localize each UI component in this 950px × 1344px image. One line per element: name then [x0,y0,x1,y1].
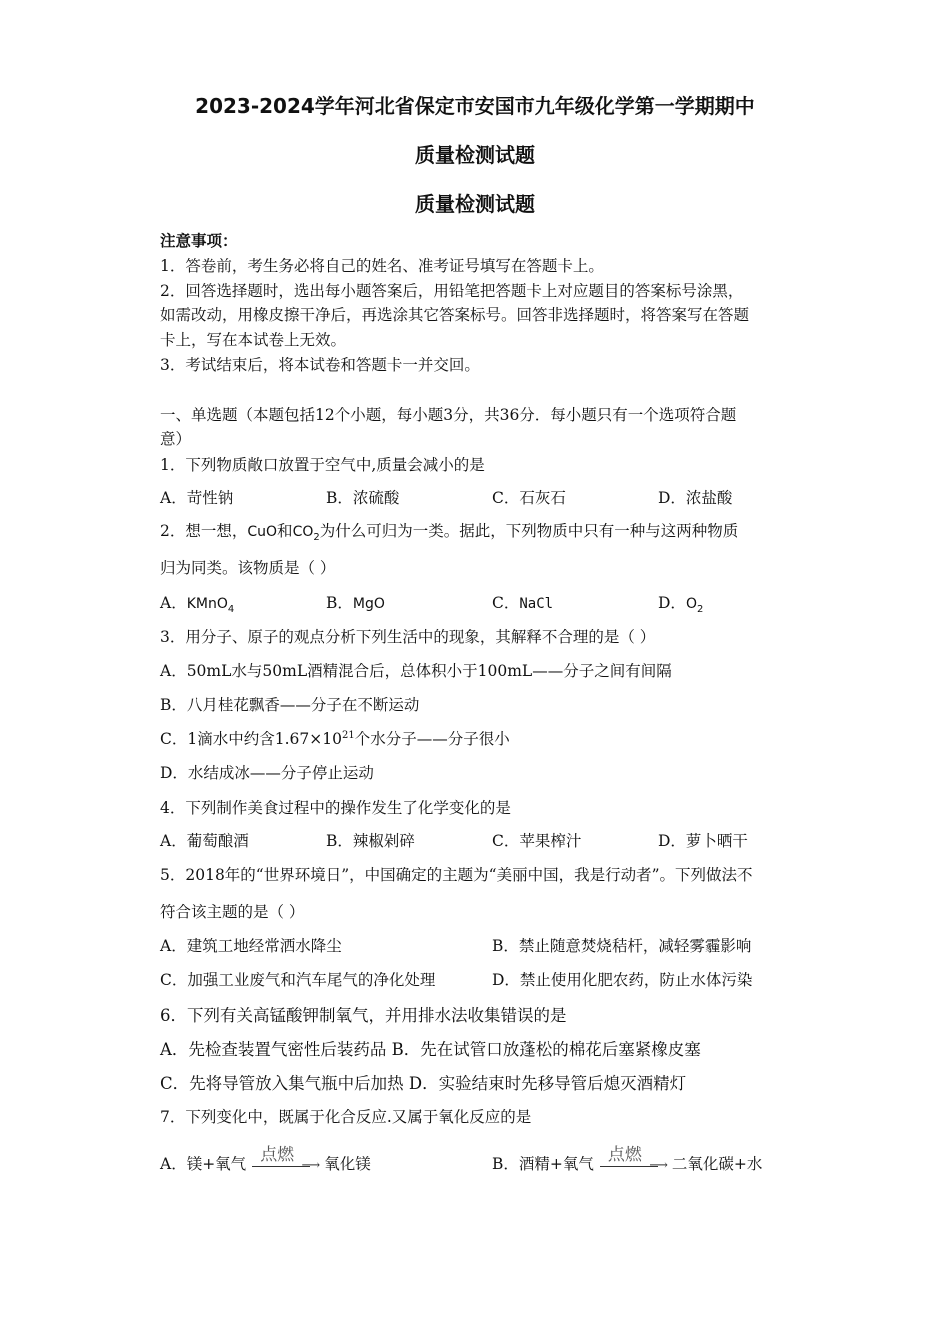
q1-option-c: C．石灰石 [492,489,566,507]
q2-co2: $CO_2$ [292,524,320,543]
q3-option-c: C．1滴水中约含$1.67\times 10^{21}$个水分子——分子很小 [160,729,510,748]
notice-item-2b: 如需改动，用橡皮擦干净后，再选涂其它答案标号。回答非选择题时，将答案写在答题 [160,306,750,324]
notice-heading: 注意事项： [160,231,238,250]
q2-and: 和 [277,522,293,540]
q2-stem [160,519,738,543]
section-heading-cont: 意） [160,430,192,448]
q6-stem: 6．下列有关高锰酸钾制氧气，并用排水法收集错误的是 [160,1006,567,1025]
q3-option-a: A．50mL水与50mL酒精混合后，总体积小于100mL——分子之间有间隔 [160,662,672,680]
q1-stem: 1．下列物质敞口放置于空气中,质量会减小的是 [160,456,485,474]
q3-option-d: D．水结成冰——分子停止运动 [160,764,374,782]
q5-option-d: D．禁止使用化肥农药，防止水体污染 [492,971,753,989]
q2-option-a: A．KMnO$_4$ [160,594,235,615]
notice-item-2c: 卡上，写在本试卷上无效。 [160,331,347,349]
exam-title-line2: 质量检测试题 [415,143,535,167]
q6-options-cd: C．先将导管放入集气瓶中后加热 D．实验结束时先移导管后熄灭酒精灯 [160,1074,687,1093]
q1-option-b: B．浓硫酸 [326,489,400,507]
q3-option-b: B．八月桂花飘香——分子在不断运动 [160,696,420,714]
reaction-arrow-icon: 点燃 ⟶ [598,1156,668,1174]
q4-option-c: C．苹果榨汁 [492,832,582,850]
q6-options-ab: A．先检查装置气密性后装药品 B．先在试管口放蓬松的棉花后塞紧橡皮塞 [160,1040,701,1059]
q2-stem-b: 为什么可归为一类。据此，下列物质中只有一种与这两种物质 [319,522,739,540]
q3-stem: 3．用分子、原子的观点分析下列生活中的现象，其解释不合理的是（ ） [160,628,656,646]
q7-stem: 7．下列变化中，既属于化合反应.又属于氧化反应的是 [160,1108,532,1126]
q4-option-b: B．辣椒剁碎 [326,832,415,850]
q2-option-c: C．NaCl [492,594,554,612]
q7-option-a: A．镁+氧气 点燃 ⟶ 氧化镁 [160,1145,371,1173]
exam-title-line1: 2023-2024学年河北省保定市安国市九年级化学第一学期期中 [195,94,755,118]
notice-item-1: 1．答卷前，考生务必将自己的姓名、准考证号填写在答题卡上。 [160,257,604,275]
q5-option-c: C．加强工业废气和汽车尾气的净化处理 [160,971,436,989]
q2-cuo: CuO [247,524,278,540]
q2-stem-cont: 归为同类。该物质是（ ） [160,559,336,577]
q4-option-d: D．萝卜晒干 [658,832,748,850]
q5-stem-cont: 符合该主题的是（ ） [160,903,305,921]
reaction-arrow-icon: 点燃 ⟶ [250,1156,320,1174]
notice-item-2a: 2．回答选择题时，选出每小题答案后，用铅笔把答题卡上对应题目的答案标号涂黑， [160,282,744,300]
q2-option-b: B．MgO [326,594,385,612]
q7-option-b: B．酒精+氧气 点燃 ⟶ 二氧化碳+水 [492,1145,763,1173]
q4-stem: 4．下列制作美食过程中的操作发生了化学变化的是 [160,799,511,817]
notice-item-3: 3．考试结束后，将本试卷和答题卡一并交回。 [160,356,480,374]
q5-option-b: B．禁止随意焚烧秸杆，减轻雾霾影响 [492,937,752,955]
q5-option-a: A．建筑工地经常洒水降尘 [160,937,342,955]
section-heading: 一、单选题（本题包括12个小题，每小题3分，共36分．每小题只有一个选项符合题 [160,406,737,424]
q2-option-d: D．$O_2$ [658,594,704,615]
exam-title-line3: 质量检测试题 [415,192,535,216]
q2-stem-a: 2．想一想， [160,522,248,540]
q5-stem: 5．2018年的“世界环境日”，中国确定的主题为“美丽中国，我是行动者”。下列做法不 [160,866,753,884]
q1-option-a: A．苛性钠 [160,489,234,507]
q1-option-d: D．浓盐酸 [658,489,733,507]
q4-option-a: A．葡萄酿酒 [160,832,249,850]
